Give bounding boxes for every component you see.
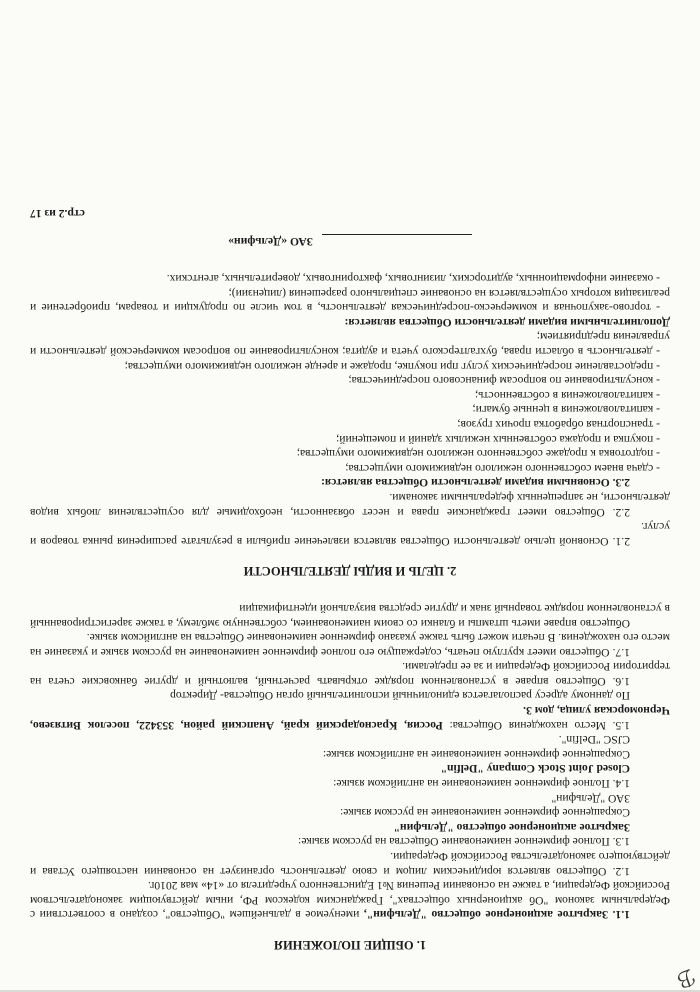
additional-activity-item: - торгово-закупочная и коммерческо-посредническая деятельность, в том числе по продукции и товарам, приобретение и реализация которых осуществляется на основание специального разрешения (лицензии);: [30, 286, 670, 315]
short-name-en: CJSC "Delfin".: [558, 733, 630, 747]
activity-item: - капиталовложения в собственность;: [474, 388, 660, 402]
document-content: [30, 205, 670, 952]
paragraph-1-5: [30, 703, 670, 732]
paragraph-1-1-bold: 1.1. Закрытое акционерное общество "Дельфин",: [363, 908, 630, 922]
activity-item: - консультирование по вопросам финансового посредничества;: [348, 374, 660, 388]
paragraph-1-1-text: именуемое в дальнейшем "Общество", создано в соответствии с Федеральным законом "Об акционерных обществах", Гражданским кодексом РФ, иным действующим законодательством Российской Федерации, а также на основании Решения №1 Единственного учредителя от «14» мая 2010г.: [29, 879, 670, 922]
paragraph-1-5-extra: По данному адресу располагается единоличный исполнительный орган Общества- Директор: [170, 689, 630, 703]
address-value: Россия, Краснодарский край, Анапский район, 353422, поселок Витязево, Черноморская улица, дом 3.: [30, 704, 670, 732]
activity-item: - предоставление посреднических услуг при покупке, продаже и аренде нежилого недвижимого имущества;: [124, 359, 660, 373]
full-name-ru: Закрытое акционерное общество "Дельфин": [393, 820, 630, 834]
activity-item: - покупка и продажа собственных нежилых зданий и помещений;: [336, 432, 660, 446]
full-name-en: Closed Joint Stock Company "Delfin": [440, 762, 630, 776]
additional-activities-heading: Дополнительными видами деятельности Общества является:: [344, 315, 670, 329]
short-name-en-label: Сокращенное фирменное наименование на английском языке:: [322, 747, 630, 761]
signature-block: [30, 234, 670, 249]
paragraph-1-4: 1.4. Полное фирменное наименование на английском языке:: [333, 777, 630, 791]
page-number: стр.2 из 17: [30, 206, 85, 220]
paragraph-1-6: 1.6. Общество вправе в установленном порядке открывать расчетный, валютный и другие банковские счета на территории Российской Федерации и за ее пределами.: [30, 660, 670, 688]
activity-item: - деятельность в области права, бухгалтерского учета и аудита; консультирование по вопросам коммерческой деятельности и управления предприятием;: [30, 330, 670, 359]
section1-heading: 1. ОБЩИЕ ПОЛОЖЕНИЯ: [273, 938, 427, 952]
paragraph-1-3: 1.3. Полное фирменное наименование Общества на русском языке:: [298, 835, 630, 849]
short-name-ru: ЗАО "Дельфин": [551, 791, 630, 805]
handwritten-margin-mark: ℬ: [673, 962, 699, 992]
paragraph-2-2: 2.2. Общество имеет гражданские права и несет обязанности, необходимые для осуществления любых видов деятельности, не запрещенных федеральными законами.: [30, 490, 670, 519]
signature-line: [322, 234, 472, 247]
paragraph-1-1: [30, 878, 670, 922]
paragraph-1-7b: Общество вправе иметь штампы и бланки со своим наименованием, собственную эмблему, а также зарегистрированный в установленном порядке товарный знак и другие средства визуальной идентификации: [30, 601, 670, 630]
activity-item: - подготовка к продаже собственного нежилого недвижимого имущества;: [296, 447, 660, 461]
paragraph-2-1: 2.1. Основной целью деятельности Общества является извлечение прибыли в результате расширения рынка товаров и услуг.: [30, 520, 670, 548]
section2-heading: 2. ЦЕЛЬ И ВИДЫ ДЕЯТЕЛЬНОСТИ: [243, 564, 457, 579]
short-name-ru-label: Сокращенное фирменное наименование на русском языке:: [340, 806, 630, 820]
additional-activity-item: - оказание информационных, аудиторских, лизинговых, факторинговых, доверительных, агентских.: [166, 272, 660, 286]
activity-item: - сдача внаем собственного нежилого недвижимого имущества;: [345, 461, 660, 475]
footer-org-name: ЗАО «Дельфин»: [228, 235, 313, 249]
paragraph-2-3-heading: 2.3. Основными видами деятельности Общества является:: [321, 476, 630, 490]
paragraph-1-5-label: 1.5. Место нахождения Общества:: [449, 718, 630, 732]
activity-item: - транспортная обработка прочих грузов;: [457, 418, 660, 431]
paragraph-1-2: 1.2. Общество является юридическим лицом и свою деятельность организует на основании настоящего Устава и действующего законодательства Российской Федерации.: [30, 850, 670, 878]
activity-item: - капиталовложения в ценные бумаги;: [472, 403, 660, 417]
paragraph-1-7a: 1.7. Общество имеет круглую печать, содержащую его полное фирменное наименование на русском языке и указание на место его нахождения. В печати может быть также указано фирменное наименование Общества на английском языке.: [30, 631, 670, 659]
